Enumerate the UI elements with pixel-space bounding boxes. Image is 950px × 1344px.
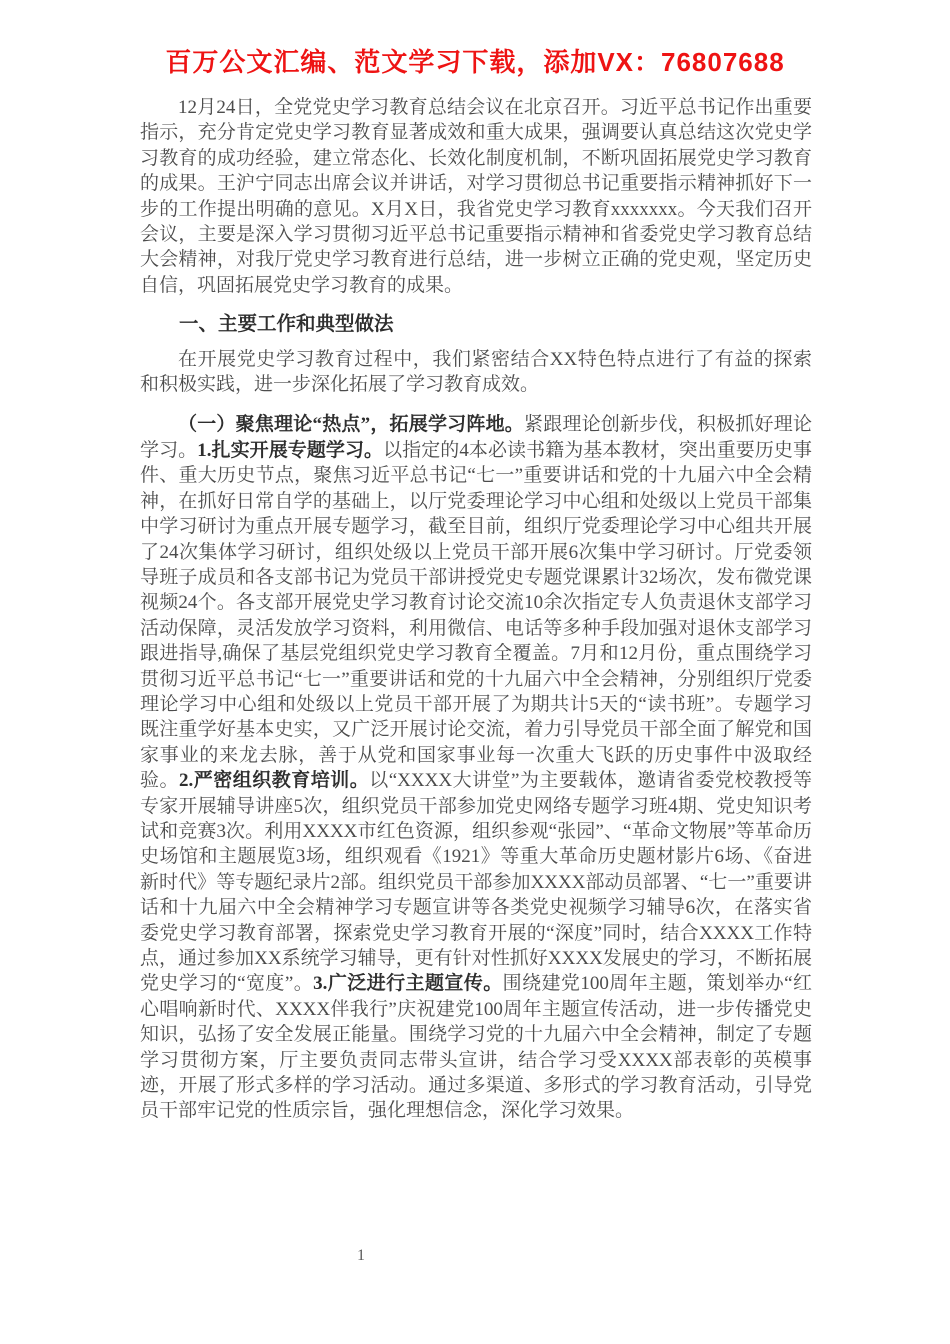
text-run-bold: 1.扎实开展专题学习。: [197, 439, 384, 461]
text-run-bold: 一、主要工作和典型做法: [179, 314, 394, 336]
document-body: [140, 95, 812, 1124]
text-run: 以指定的4本必读书籍为基本教材，突出重要历史事件、重大历史节点，聚焦习近平总书记“七一”重要讲话和党的十九届六中全会精神，在抓好日常自学的基础上，以厅党委理论学习中心组和处级以上党员干部集中学习研讨为重点开展专题学习，截至目前，组织厅党委理论学习中心组共开展了24次集体学习研讨，组织处级以上党员干部开展6次集中学习研讨。厅党委领导班子成员和各支部书记为党员干部讲授党史专题党课累计32场次，发布微党课视频24个。各支部开展党史学习教育讨论交流10余次指定专人负责退休支部学习活动保障，灵活发放学习资料，利用微信、电话等多种手段加强对退休支部学习跟进指导,确保了基层党组织党史学习教育全覆盖。7月和12月份，重点围绕学习贯彻习近平总书记“七一”重要讲话和党的十九届六中全会精神，分别组织厅党委理论学习中心组和处级以上党员干部开展了为期共计5天的“读书班”。专题学习既注重学好基本史实，又广泛开展讨论交流，着力引导党员干部全面了解党和国家事业的来龙去脉，善于从党和国家事业每一次重大飞跃的历史事件中汲取经验。: [140, 439, 812, 792]
text-run: 在开展党史学习教育过程中，我们紧密结合XX特色特点进行了有益的探索和积极实践，进一步深化拓展了学习教育成效。: [140, 348, 812, 396]
text-run-bold: 2.严密组织教育培训。: [179, 770, 370, 792]
text-run: 12月24日，全党党史学习教育总结会议在北京召开。习近平总书记作出重要指示，充分肯定党史学习教育显著成效和重大成果，强调要认真总结这次党史学习教育的成功经验，建立常态化、长效化制度机制，不断巩固拓展党史学习教育的成果。王沪宁同志出席会议并讲话，对学习贯彻总书记重要指示精神抓好下一步的工作提出明确的意见。X月X日，我省党史学习教育xxxxxxx。今天我们召开会议，主要是深入学习贯彻习近平总书记重要指示精神和省委党史学习教育总结大会精神，对我厅党史学习教育进行总结，进一步树立正确的党史观，坚定历史自信，巩固拓展党史学习教育的成果。: [140, 97, 812, 296]
text-run: 以“XXXX大讲堂”为主要载体，邀请省委党校教授等专家开展辅导讲座5次，组织党员干部参加党史网络专题学习班4期、党史知识考试和竞赛3次。利用XXXX市红色资源，组织参观“张园”、“革命文物展”等革命历史场馆和主题展览3场，组织观看《1921》等重大革命历史题材影片6场、《奋进新时代》等专题纪录片2部。组织党员干部参加XXXX部动员部署、“七一”重要讲话和十九届六中全会精神学习专题宣讲等各类党史视频学习辅导6次，在落实省委党史学习教育部署，探索党史学习教育开展的“深度”同时，结合XXXX工作特点，通过参加XX系统学习辅导，更有针对性抓好XXXX发展史的学习，不断拓展党史学习的“宽度”。: [140, 770, 812, 995]
text-run: 紧跟理论创新步伐，积极抓好理论学习。: [140, 414, 812, 461]
text-run: 围绕建党100周年主题，策划举办“红心唱响新时代、XXXX伴我行”庆祝建党100周年主题宣传活动，进一步传播党史知识，弘扬了安全发展正能量。围绕学习党的十九届六中全会精神，制定了专题学习贯彻方案，厅主要负责同志带头宣讲，结合学习受XXXX部表彰的英模事迹，开展了形式多样的学习活动。通过多渠道、多形式的学习教育活动，引导党员干部牢记党的性质宗旨，强化理想信念，深化学习效果。: [140, 973, 812, 1122]
page-number: 1: [357, 1247, 365, 1264]
text-run-bold: （一）聚焦理论“热点”，拓展学习阵地。: [178, 414, 525, 436]
text-run-bold: 3.广泛进行主题宣传。: [313, 973, 503, 995]
section-heading: [140, 312, 812, 337]
promo-header-text: 百万公文汇编、范文学习下载，添加VX：76807688: [165, 47, 785, 77]
paragraph: [140, 347, 812, 398]
paragraph: [140, 95, 812, 298]
paragraph: [140, 412, 812, 1123]
